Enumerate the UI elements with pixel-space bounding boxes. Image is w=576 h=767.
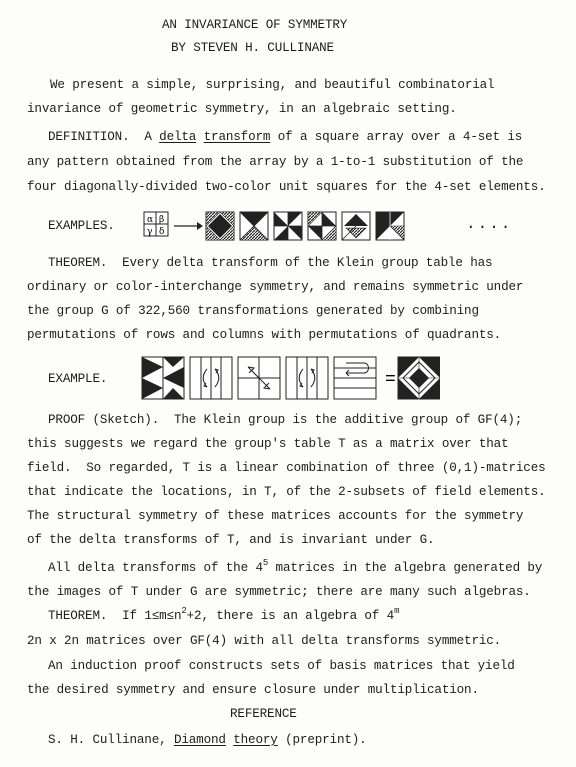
theorem1-line-1 <box>48 256 492 271</box>
all-delta-text-a: All delta transforms of the <box>48 561 249 575</box>
theorem1-line-2: ordinary or color-interchange symmetry, and remains symmetric under <box>27 280 524 294</box>
theorem1-text-1: Every delta transform of the Klein group table has <box>122 256 493 270</box>
reference-heading: REFERENCE <box>230 707 297 721</box>
array-cell-delta: δ <box>159 227 165 237</box>
intro-line-1: We present a simple, surprising, and beautiful combinatorial <box>50 78 495 92</box>
equals-sign: = <box>385 370 396 390</box>
example-source-matrix <box>142 357 184 399</box>
array-cell-gamma: γ <box>147 227 153 237</box>
example-figure <box>140 355 440 401</box>
proof-text-1: The Klein group is the additive group of GF(4); <box>173 413 523 427</box>
delta-transform-6 <box>376 212 404 240</box>
byline: BY STEVEN H. CULLINANE <box>171 41 334 55</box>
theorem2-line-2: 2n x 2n matrices over GF(4) with all delta transforms symmetric. <box>27 634 502 648</box>
proof-line-3: field. So regarded, T is a linear combination of three (0,1)-matrices <box>27 461 546 475</box>
definition-line-3: four diagonally-divided two-color unit squares for the 4-set elements. <box>27 180 546 194</box>
row-permutation-op <box>190 357 232 399</box>
proof-line-6: of the delta transforms of T, and is invariant under G. <box>27 533 435 547</box>
all-delta-line-2: the images of T under G are symmetric; there are many such algebras. <box>27 585 531 599</box>
definition-label: DEFINITION. <box>48 130 130 144</box>
term-delta: delta <box>159 130 197 144</box>
theorem2-text: +2, there is an algebra of <box>186 609 380 623</box>
theorem2-line-1 <box>48 605 400 624</box>
delta-transform-2 <box>240 212 268 240</box>
reference-title-2: theory <box>233 733 278 747</box>
theorem1-label: THEOREM. <box>48 256 108 270</box>
reference-title-1: Diamond <box>173 733 226 747</box>
power-base: 4 <box>255 561 263 575</box>
paper-title: AN INVARIANCE OF SYMMETRY <box>162 18 348 32</box>
array-cell-beta: β <box>159 215 165 225</box>
examples-ellipsis: .... <box>466 215 513 233</box>
theorem1-line-4: permutations of rows and columns with permutations of quadrants. <box>27 328 502 342</box>
definition-article: A <box>144 130 152 144</box>
definition-line-1 <box>48 130 522 145</box>
theorem2-power-exponent: m <box>394 605 400 616</box>
example-result-matrix <box>398 357 440 399</box>
reference-author: S. H. Cullinane, <box>48 733 167 747</box>
theorem2-condition: If 1≤m≤n <box>122 609 182 623</box>
delta-transform-1 <box>206 212 234 240</box>
term-transform: transform <box>203 130 271 144</box>
examples-figure <box>142 209 450 247</box>
theorem2-square: 2 <box>181 605 187 616</box>
column-permutation-op <box>286 357 328 399</box>
proof-line-1 <box>48 413 522 428</box>
row-swap-op <box>334 357 376 399</box>
reference-entry <box>48 733 367 748</box>
examples-label: EXAMPLES. <box>48 219 115 233</box>
delta-transform-4 <box>308 212 336 240</box>
proof-line-4: that indicate the locations, in T, of the 2-subsets of field elements. <box>27 485 546 499</box>
intro-line-2: invariance of geometric symmetry, in an algebraic setting. <box>27 102 457 116</box>
definition-rest: of a square array over a 4-set is <box>277 130 523 144</box>
proof-line-5: The structural symmetry of these matrices accounts for the symmetry <box>27 509 524 523</box>
array-cell-alpha: α <box>147 215 153 225</box>
proof-label: PROOF (Sketch). <box>48 413 160 427</box>
quadrant-swap-op <box>238 357 280 399</box>
arrow-icon <box>174 222 203 230</box>
theorem1-line-3: the group G of 322,560 transformations generated by combining <box>27 304 479 318</box>
example-label: EXAMPLE. <box>48 372 108 386</box>
proof-line-2: this suggests we regard the group's table T as a matrix over that <box>27 437 509 451</box>
all-delta-text-b: matrices in the algebra generated by <box>275 561 543 575</box>
induction-line-1: An induction proof constructs sets of basis matrices that yield <box>48 659 515 673</box>
all-delta-line-1 <box>48 557 543 576</box>
power-exponent: 5 <box>262 557 269 568</box>
delta-transform-3 <box>274 212 302 240</box>
theorem2-label: THEOREM. <box>48 609 108 623</box>
definition-line-2: any pattern obtained from the array by a 1-to-1 substitution of the <box>27 155 524 169</box>
symbol-array <box>144 212 168 237</box>
delta-transform-5 <box>342 212 370 240</box>
theorem2-power-base: 4 <box>386 609 395 623</box>
reference-note: (preprint). <box>285 733 367 747</box>
induction-line-2: the desired symmetry and ensure closure under multiplication. <box>27 683 479 697</box>
